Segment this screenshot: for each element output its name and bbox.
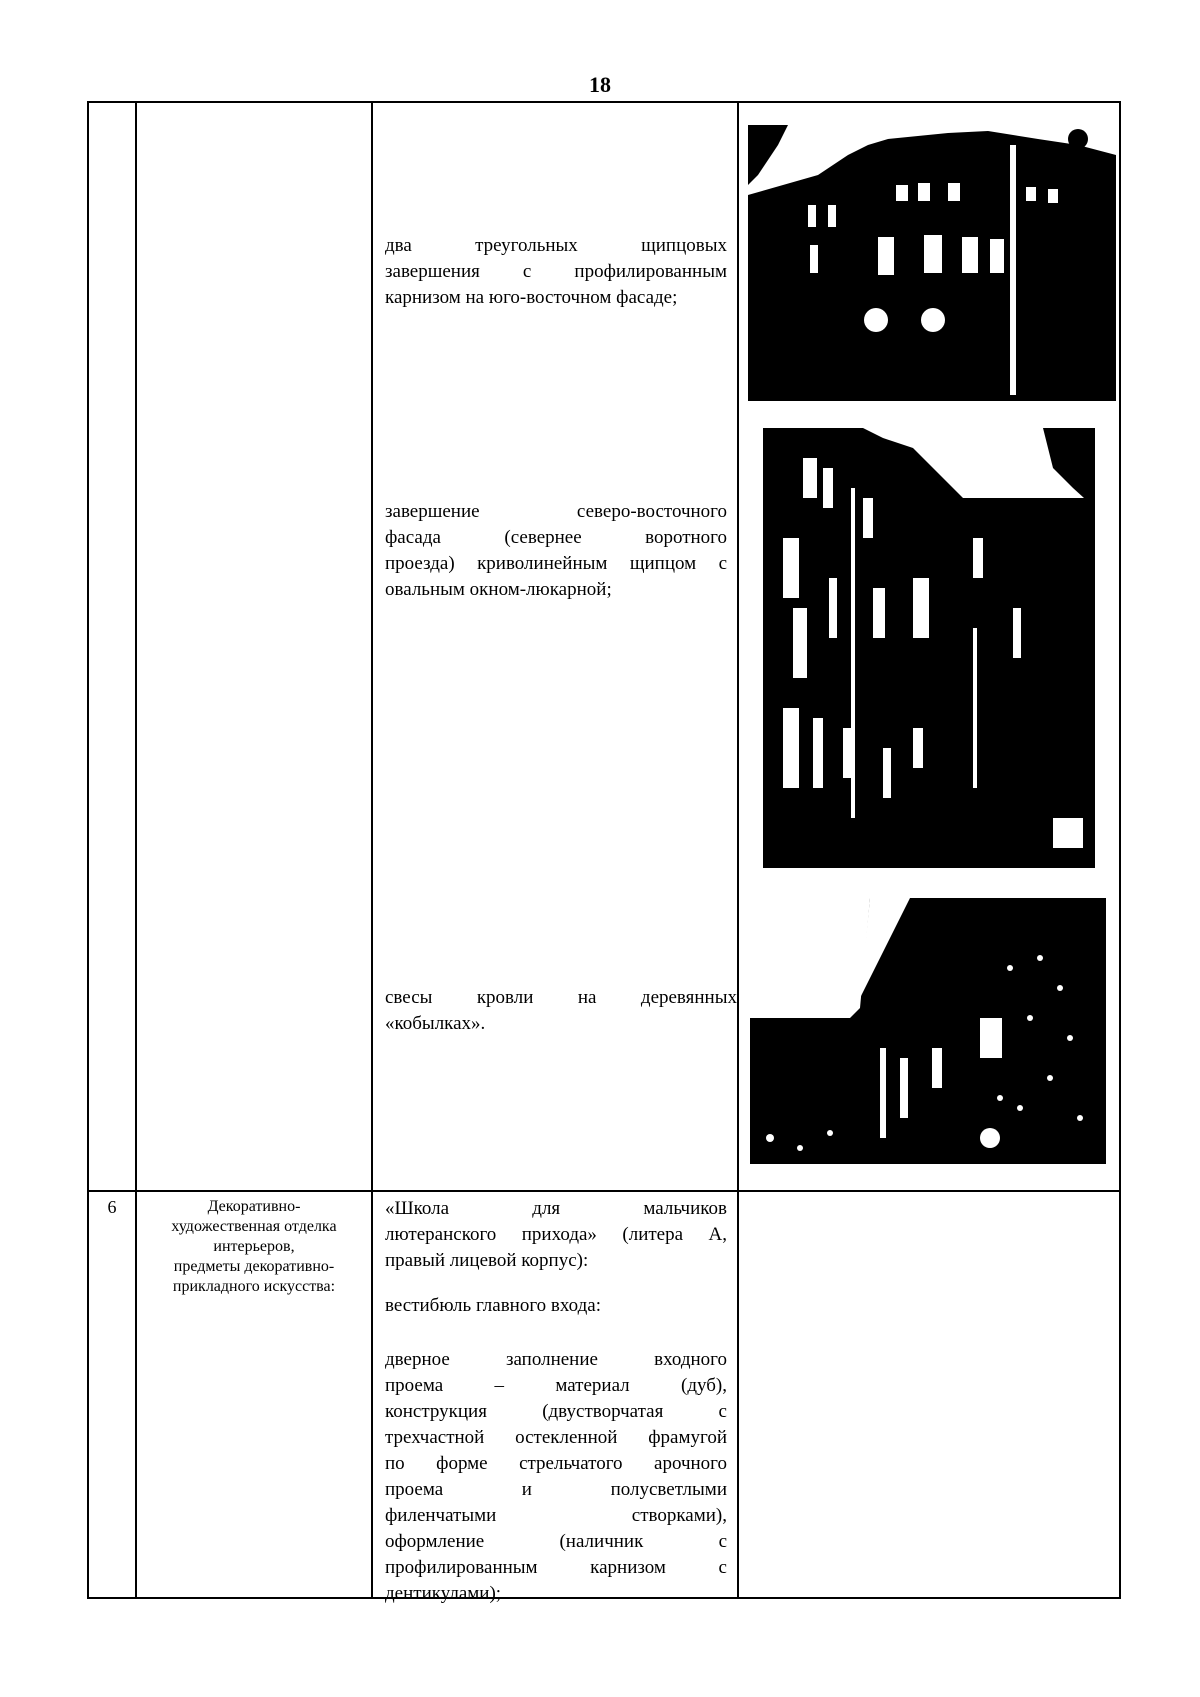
page-number: 18 (589, 72, 611, 97)
description-school-building: «Школа для мальчиков лютеранского прихода» (литера А, правый лицевой корпус): (385, 1198, 727, 1271)
category-cell (141, 1197, 367, 1297)
category-line: Декоративно- (207, 1198, 301, 1215)
building-photo-gables (748, 125, 1116, 401)
row-number: 6 (107, 1197, 117, 1217)
description-entrance-door: дверное заполнение входного проема – материал (дуб), конструкция (двустворчатая с трехчастной остекленной фрамугой по форме стрельчатого арочного проема и полусветлыми филенчатыми створками), оформление (наличник с профилированным карнизом с дентикулами); (385, 1349, 727, 1604)
category-line: художественная отделка (171, 1218, 337, 1235)
description-northeast-facade: завершение северо-восточного фасада (севернее воротного проезда) криволинейным щипцом с овальным окном-люкарной; (385, 501, 727, 600)
building-photo-roof-eaves (750, 898, 1106, 1164)
building-photo-northeast-facade (763, 428, 1095, 868)
category-line: интерьеров, (213, 1238, 295, 1255)
category-line: предметы декоративно- (173, 1258, 335, 1275)
category-line: прикладного искусства: (172, 1278, 336, 1295)
objects-table (87, 101, 1121, 1604)
column-divider (737, 103, 739, 1597)
column-divider (371, 103, 373, 1597)
row-divider (89, 1190, 1119, 1192)
description-gables: два треугольных щипцовых завершения с профилированным карнизом на юго-восточном фасаде; (385, 235, 727, 308)
column-divider (135, 103, 137, 1597)
description-vestibule: вестибюль главного входа: (385, 1295, 601, 1316)
description-roof-eaves: свесы кровли на деревянных «кобылках». (385, 987, 737, 1034)
